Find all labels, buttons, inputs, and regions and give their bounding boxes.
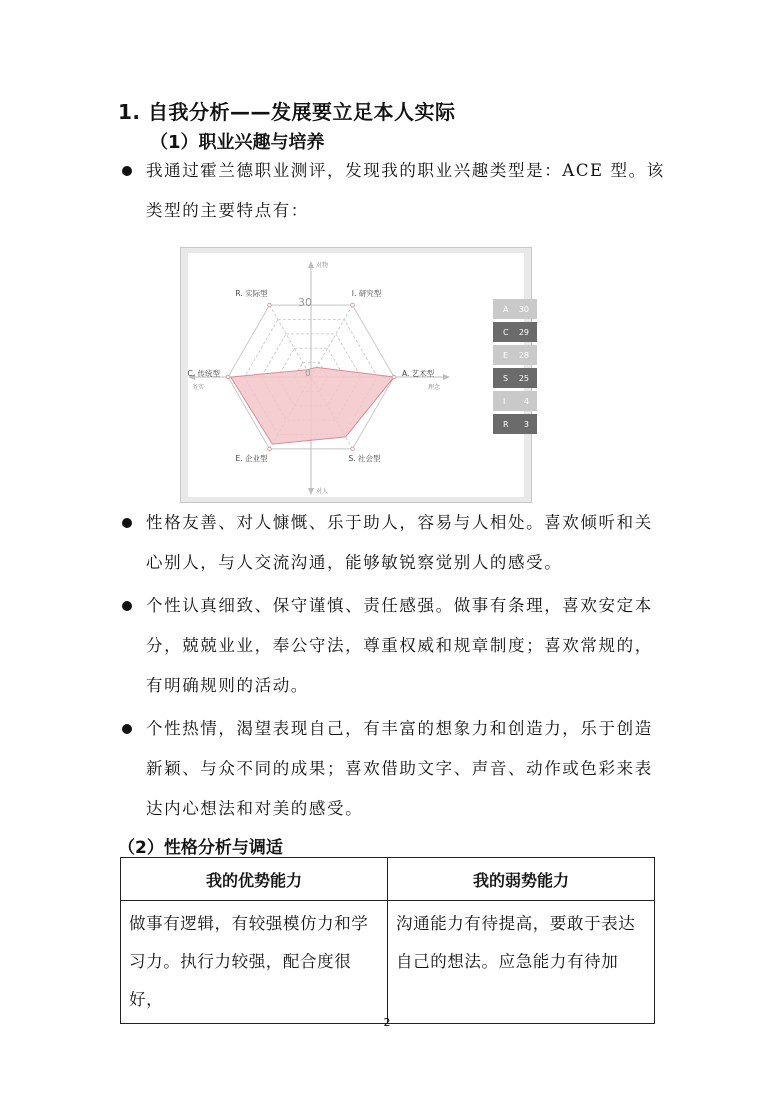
legend-value: 4 <box>523 396 529 406</box>
bullet-paragraph-3 <box>146 586 666 706</box>
legend-item <box>493 299 537 319</box>
legend-value: 29 <box>518 327 529 337</box>
page-number: 2 <box>383 1016 391 1029</box>
subsection-heading-2: （2）性格分析与调适 <box>118 838 283 858</box>
axis-label: C. 传统型 <box>188 369 220 378</box>
table-cell-strengths <box>121 901 388 1024</box>
legend-item <box>493 391 537 411</box>
scale-max-label: 30 <box>298 296 312 309</box>
text-line: 分，兢兢业业，奉公守法，尊重权威和规章制度；喜欢常规的， <box>146 636 653 655</box>
legend-code: S <box>503 373 509 383</box>
cell-line: 自己的想法。应急能力有待加 <box>396 952 619 971</box>
grid-spoke <box>270 305 312 377</box>
legend-item <box>493 345 537 365</box>
legend-code: E <box>503 350 509 360</box>
direction-label-bottom: 对人 <box>316 488 329 495</box>
legend-item <box>493 322 537 342</box>
cell-line: 沟通能力有待提高，要敢于表达 <box>396 914 636 933</box>
cell-line: 习力。执行力较强，配合度很好， <box>129 952 352 1009</box>
cell-line: 做事有逻辑，有较强模仿力和学 <box>129 914 369 933</box>
bullet-dot <box>122 724 132 734</box>
text-line: 个性认真细致、保守谨慎、责任感强。做事有条理，喜欢安定本 <box>146 596 653 615</box>
text-line: 性格友善、对人慷慨、乐于助人，容易与人相处。喜欢倾听和关 <box>146 513 653 532</box>
legend-item <box>493 414 537 434</box>
bullet-paragraph-4 <box>146 709 666 829</box>
text-line: 类型的主要特点有： <box>146 201 309 220</box>
table-header-row <box>121 858 655 901</box>
arrow-down-icon <box>308 488 314 495</box>
axis-label: I. 研究型 <box>351 289 382 299</box>
text-line: 有明确规则的活动。 <box>146 676 309 695</box>
axis-label: E. 企业型 <box>235 453 268 463</box>
arrow-up-icon <box>308 261 314 268</box>
legend-code: C <box>503 327 509 337</box>
vertex-marker <box>351 447 355 451</box>
vertex-marker <box>351 303 355 307</box>
bullet-dot <box>122 601 132 611</box>
bullet-paragraph-2 <box>146 503 666 583</box>
subsection-heading: （1）职业兴趣与培养 <box>150 132 325 153</box>
axis-label: S. 社会型 <box>348 453 381 463</box>
section-heading: 1. 自我分析——发展要立足本人实际 <box>118 100 456 124</box>
legend-code: R <box>503 419 509 429</box>
legend-item <box>493 368 537 388</box>
direction-label-top: 对物 <box>316 262 329 269</box>
text-line: 新颖、与众不同的成果；喜欢借助文字、声音、动作或色彩来表 <box>146 759 653 778</box>
vertex-marker <box>268 303 272 307</box>
arrow-right-icon <box>443 374 450 380</box>
vertex-marker <box>392 375 396 379</box>
bullet-dot <box>122 518 132 528</box>
table-cell-weaknesses <box>388 901 655 1024</box>
radar-svg <box>188 253 524 497</box>
legend-code: A <box>503 304 509 314</box>
text-line: 个性热情，渴望表现自己，有丰富的想象力和创造力，乐于创造 <box>146 719 653 738</box>
legend-value: 28 <box>518 350 529 360</box>
direction-label-right: 理念 <box>428 384 441 391</box>
table-row <box>121 901 655 1024</box>
legend-value: 30 <box>518 304 529 314</box>
chart-canvas <box>188 253 529 497</box>
bullet-dot <box>122 166 132 176</box>
axis-label: A. 艺术型 <box>402 369 435 378</box>
vertex-marker <box>268 447 272 451</box>
text-line: 达内心想法和对美的感受。 <box>146 799 364 818</box>
legend-code: I <box>503 396 506 406</box>
legend-value: 3 <box>523 419 529 429</box>
text-line: 心别人，与人交流沟通，能够敏锐察觉别人的感受。 <box>146 553 563 572</box>
table-header-weaknesses: 我的弱势能力 <box>388 858 655 901</box>
grid-spoke <box>311 305 353 377</box>
scale-min-label: 0 <box>305 369 311 379</box>
bullet-paragraph-1 <box>146 151 666 231</box>
data-area <box>231 367 394 444</box>
ability-table <box>120 857 655 1024</box>
legend-value: 25 <box>518 373 529 383</box>
vertex-marker <box>226 375 230 379</box>
holland-radar-chart <box>180 247 532 503</box>
table-header-strengths: 我的优势能力 <box>121 858 388 901</box>
text-line: 我通过霍兰德职业测评，发现我的职业兴趣类型是：ACE 型。该 <box>146 161 665 180</box>
axis-label: R. 实际型 <box>235 289 268 299</box>
direction-label-left: 务实 <box>192 384 205 391</box>
